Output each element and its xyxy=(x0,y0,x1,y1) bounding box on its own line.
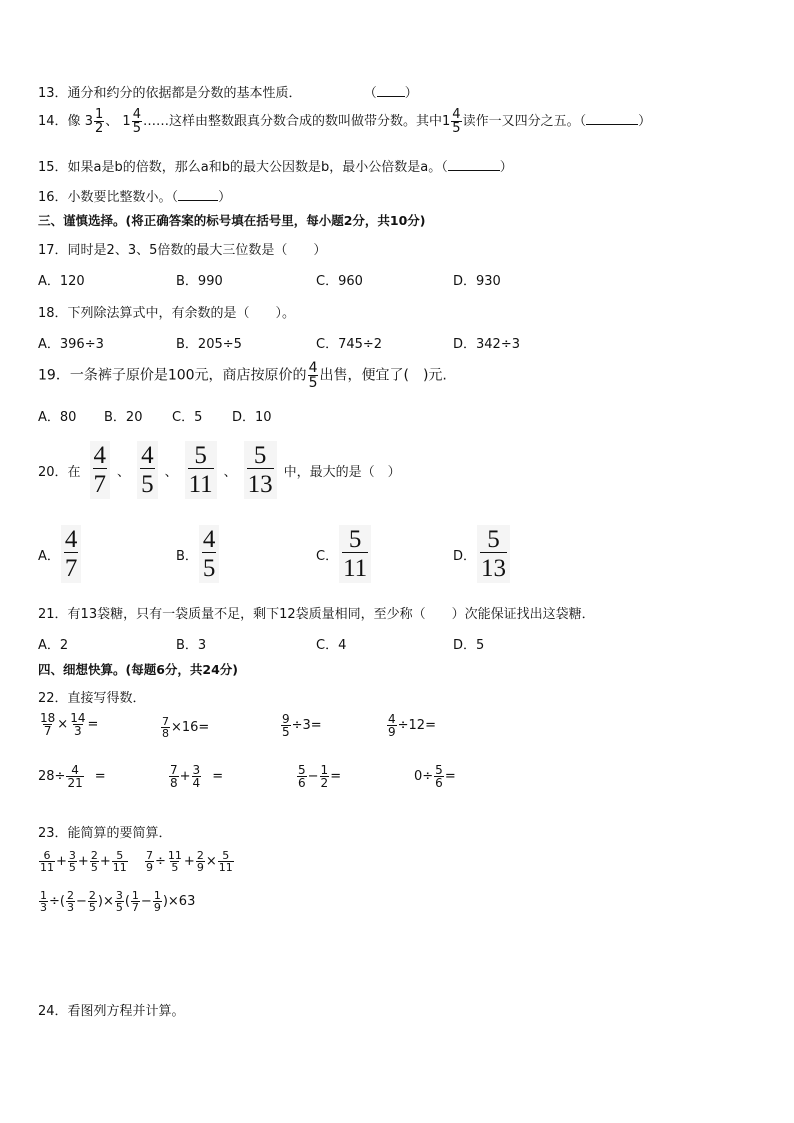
fraction: $\frac{4}{5}$ xyxy=(137,441,158,499)
expression: $\frac{18}{7}$ × $\frac{14}{3}$ = xyxy=(40,711,99,738)
question-text: 通分和约分的依据都是分数的基本性质． xyxy=(67,86,302,101)
option-c[interactable]: C．960 xyxy=(316,274,363,289)
option-d[interactable]: D．930 xyxy=(453,274,501,289)
question-23: 23．能简算的要简算． xyxy=(38,826,172,841)
fraction: $\frac{1}{2}$ xyxy=(94,107,104,136)
section-heading: 三、谨慎选择。(将正确答案的标号填在括号里，每小题2分，共10分) xyxy=(38,213,426,228)
option-d[interactable]: D．5 xyxy=(453,638,485,653)
question-24: 24．看图列方程并计算。 xyxy=(38,1004,185,1019)
answer-blank[interactable] xyxy=(586,112,638,125)
expression: $\frac{7}{8}$ ×16= xyxy=(162,715,210,740)
answer-blank[interactable] xyxy=(448,158,500,171)
question-19: 19．一条裤子原价是100元，商店按原价的 $\frac{4}{5}$ 出售，便宜了( )元. xyxy=(38,360,447,391)
question-20: 20．在 $\frac{4}{7}$ 、 $\frac{4}{5}$ 、 $\frac{5}{11}$ 、 $\frac{5}{13}$ 中，最大的是（ ） xyxy=(38,442,401,498)
expression: $\frac{7}{9}$ ÷ $\frac{11}{5}$ + $\frac{2}{9}$ × $\frac{5}{11}$ xyxy=(146,849,233,874)
option-b[interactable]: B．990 xyxy=(176,274,223,289)
option-a[interactable]: A．2 xyxy=(38,638,69,653)
answer-blank[interactable] xyxy=(178,188,218,201)
option-c[interactable]: C．745÷2 xyxy=(316,337,383,352)
expression: 28÷ $\frac{4}{21}$ = xyxy=(38,763,106,790)
expression: 0÷ $\frac{5}{6}$ = xyxy=(414,763,456,790)
section-heading: 四、细想快算。(每题6分，共24分) xyxy=(38,662,239,677)
question-21: 21．有13袋糖，只有一袋质量不足，剩下12袋质量相同，至少称（ ）次能保证找出这袋糖． xyxy=(38,607,595,622)
option-a[interactable]: A．120 xyxy=(38,274,85,289)
question-17: 17．同时是2、3、5倍数的最大三位数是（ ） xyxy=(38,243,327,258)
fraction: $\frac{5}{11}$ xyxy=(185,441,217,499)
expression: $\frac{9}{5}$ ÷3= xyxy=(282,712,322,739)
question-18: 18．下列除法算式中，有余数的是（ ）。 xyxy=(38,306,296,321)
fraction: $\frac{5}{13}$ xyxy=(477,525,510,583)
option-a[interactable]: A．396÷3 xyxy=(38,337,104,352)
question-14: 14．像 3 $\frac{1}{2}$ 、 1 $\frac{4}{5}$ ……这样由整数跟真分数合成的数叫做带分数。其中1 $\frac{4}{5}$ 读作一又四分之五。（ ） xyxy=(38,107,652,136)
option-b[interactable]: B． $\frac{4}{5}$ xyxy=(176,522,220,586)
option-b[interactable]: B．3 xyxy=(176,638,207,653)
option-c[interactable]: C．5 xyxy=(172,410,203,425)
expression: $\frac{7}{8}$ + $\frac{3}{4}$ = xyxy=(170,763,224,790)
option-b[interactable]: B．20 xyxy=(104,410,143,425)
fraction: $\frac{5}{13}$ xyxy=(244,441,277,499)
fraction: $\frac{4}{5}$ xyxy=(452,107,461,136)
option-d[interactable]: D．342÷3 xyxy=(453,337,520,352)
option-d[interactable]: D． $\frac{5}{13}$ xyxy=(453,522,511,586)
question-15: 15．如果a是b的倍数，那么a和b的最大公因数是b，最小公倍数是a。（ ） xyxy=(38,160,513,175)
answer-blank[interactable] xyxy=(377,84,405,97)
expression: $\frac{5}{6}$ − $\frac{1}{2}$ = xyxy=(298,763,342,790)
option-c[interactable]: C． $\frac{5}{11}$ xyxy=(316,522,372,586)
expression: $\frac{6}{11}$ + $\frac{3}{5}$ + $\frac{2}{5}$ + $\frac{5}{11}$ xyxy=(40,849,127,874)
expression: $\frac{4}{9}$ ÷12= xyxy=(388,712,436,739)
question-number: 13． xyxy=(38,86,68,101)
fraction: $\frac{4}{7}$ xyxy=(90,441,111,499)
question-22: 22．直接写得数． xyxy=(38,691,146,706)
option-a[interactable]: A．80 xyxy=(38,410,77,425)
fraction: $\frac{4}{7}$ xyxy=(61,525,82,583)
option-c[interactable]: C．4 xyxy=(316,638,347,653)
option-d[interactable]: D．10 xyxy=(232,410,272,425)
fraction: $\frac{4}{5}$ xyxy=(132,107,141,136)
question-13: 13．通分和约分的依据都是分数的基本性质． （ ） xyxy=(38,86,418,101)
question-16: 16．小数要比整数小。（ ） xyxy=(38,190,232,205)
fraction: $\frac{5}{11}$ xyxy=(339,525,371,583)
expression: $\frac{1}{3}$ ÷( $\frac{2}{3}$ − $\frac{2}{5}$ )× $\frac{3}{5}$ ( $\frac{1}{7}$ − $\frac{1}{9}$ )×63 xyxy=(40,889,196,914)
option-a[interactable]: A． $\frac{4}{7}$ xyxy=(38,522,82,586)
fraction: $\frac{4}{5}$ xyxy=(308,360,318,391)
option-b[interactable]: B．205÷5 xyxy=(176,337,242,352)
fraction: $\frac{4}{5}$ xyxy=(199,525,220,583)
